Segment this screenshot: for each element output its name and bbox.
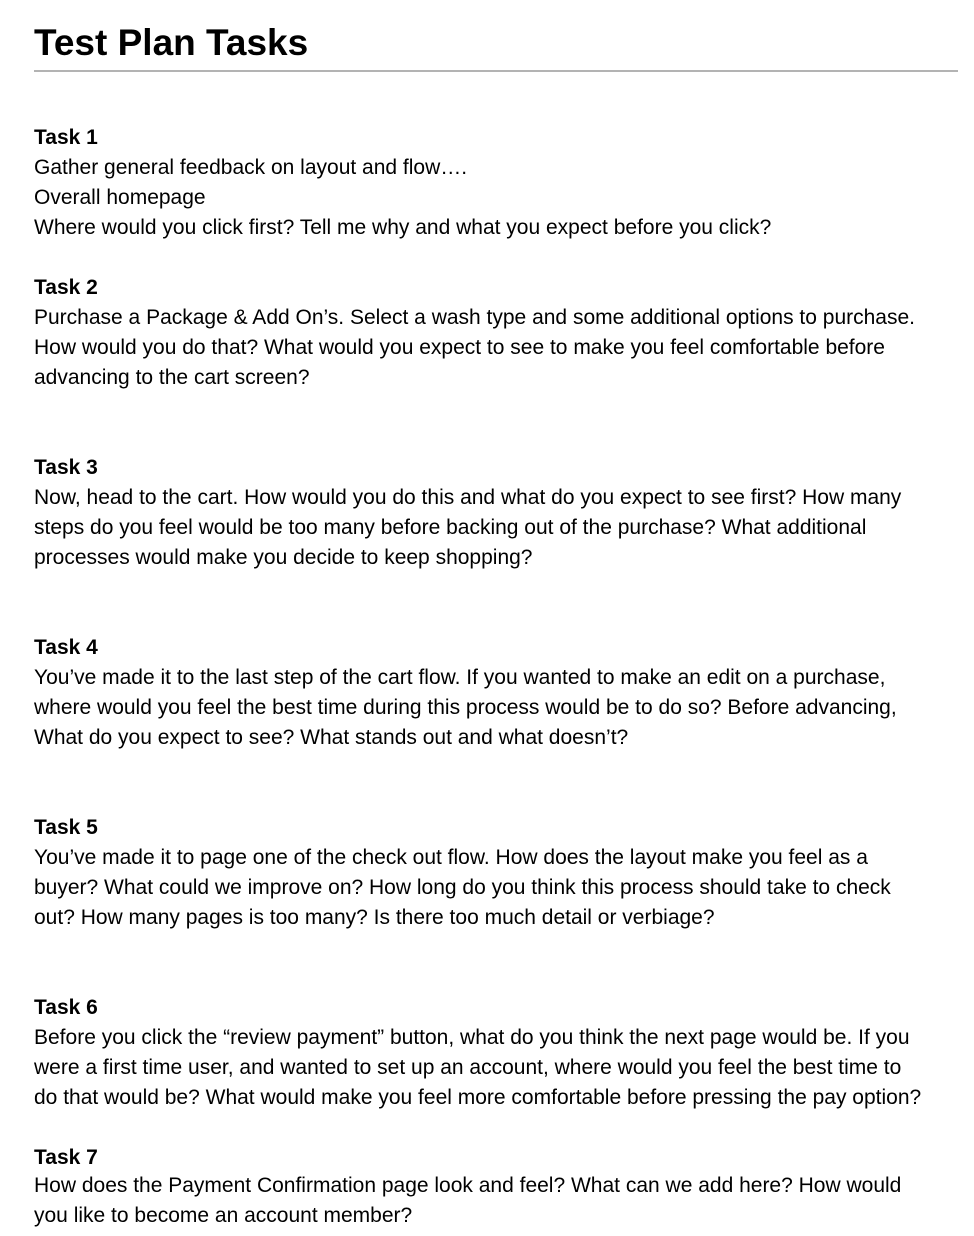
task-3-line-3: processes would make you decide to keep shopping? [34, 546, 533, 569]
task-7-heading: Task 7 [34, 1146, 98, 1169]
task-5-line-2: buyer? What could we improve on? How long do you think this process should take to check [34, 876, 891, 899]
task-1-line-1: Gather general feedback on layout and flow…. [34, 156, 468, 179]
task-6-line-1: Before you click the “review payment” button, what do you think the next page would be. If you [34, 1026, 910, 1049]
task-5-line-1: You’ve made it to page one of the check out flow. How does the layout make you feel as a [34, 846, 868, 869]
task-4-heading: Task 4 [34, 636, 98, 659]
task-4 [34, 633, 969, 753]
task-4-line-2: where would you feel the best time during this process would be to do so? Before advancing, [34, 696, 897, 719]
task-1 [34, 123, 969, 243]
task-4-line-3: What do you expect to see? What stands out and what doesn’t? [34, 726, 629, 749]
page-title: Test Plan Tasks [34, 22, 309, 63]
task-6-line-3: do that would be? What would make you feel more comfortable before pressing the pay option? [34, 1086, 922, 1109]
task-7 [34, 1145, 969, 1231]
task-5 [34, 813, 969, 933]
task-6-heading: Task 6 [34, 996, 98, 1019]
task-1-heading: Task 1 [34, 126, 98, 149]
task-2-line-3: advancing to the cart screen? [34, 366, 310, 389]
task-6-line-2: were a first time user, and wanted to set up an account, where would you feel the best time to [34, 1056, 902, 1079]
task-4-line-1: You’ve made it to the last step of the cart flow. If you wanted to make an edit on a purchase, [34, 666, 886, 689]
task-2-line-1: Purchase a Package & Add On’s. Select a wash type and some additional options to purchase. [34, 306, 915, 329]
task-2 [34, 273, 969, 393]
task-3-heading: Task 3 [34, 456, 98, 479]
task-3-line-2: steps do you feel would be too many before backing out of the purchase? What additional [34, 516, 867, 539]
task-7-line-2: you like to become an account member? [34, 1204, 413, 1227]
task-7-line-1: How does the Payment Confirmation page look and feel? What can we add here? How would [34, 1174, 902, 1197]
title-divider [34, 70, 958, 72]
task-3-line-1: Now, head to the cart. How would you do this and what do you expect to see first? How many [34, 486, 902, 509]
task-1-line-2: Overall homepage [34, 186, 206, 209]
task-5-line-3: out? How many pages is too many? Is there too much detail or verbiage? [34, 906, 715, 929]
task-1-line-3: Where would you click first? Tell me why and what you expect before you click? [34, 216, 772, 239]
task-2-heading: Task 2 [34, 276, 98, 299]
task-2-line-2: How would you do that? What would you expect to see to make you feel comfortable before [34, 336, 885, 359]
task-3 [34, 453, 969, 573]
task-5-heading: Task 5 [34, 816, 98, 839]
task-6 [34, 993, 969, 1113]
